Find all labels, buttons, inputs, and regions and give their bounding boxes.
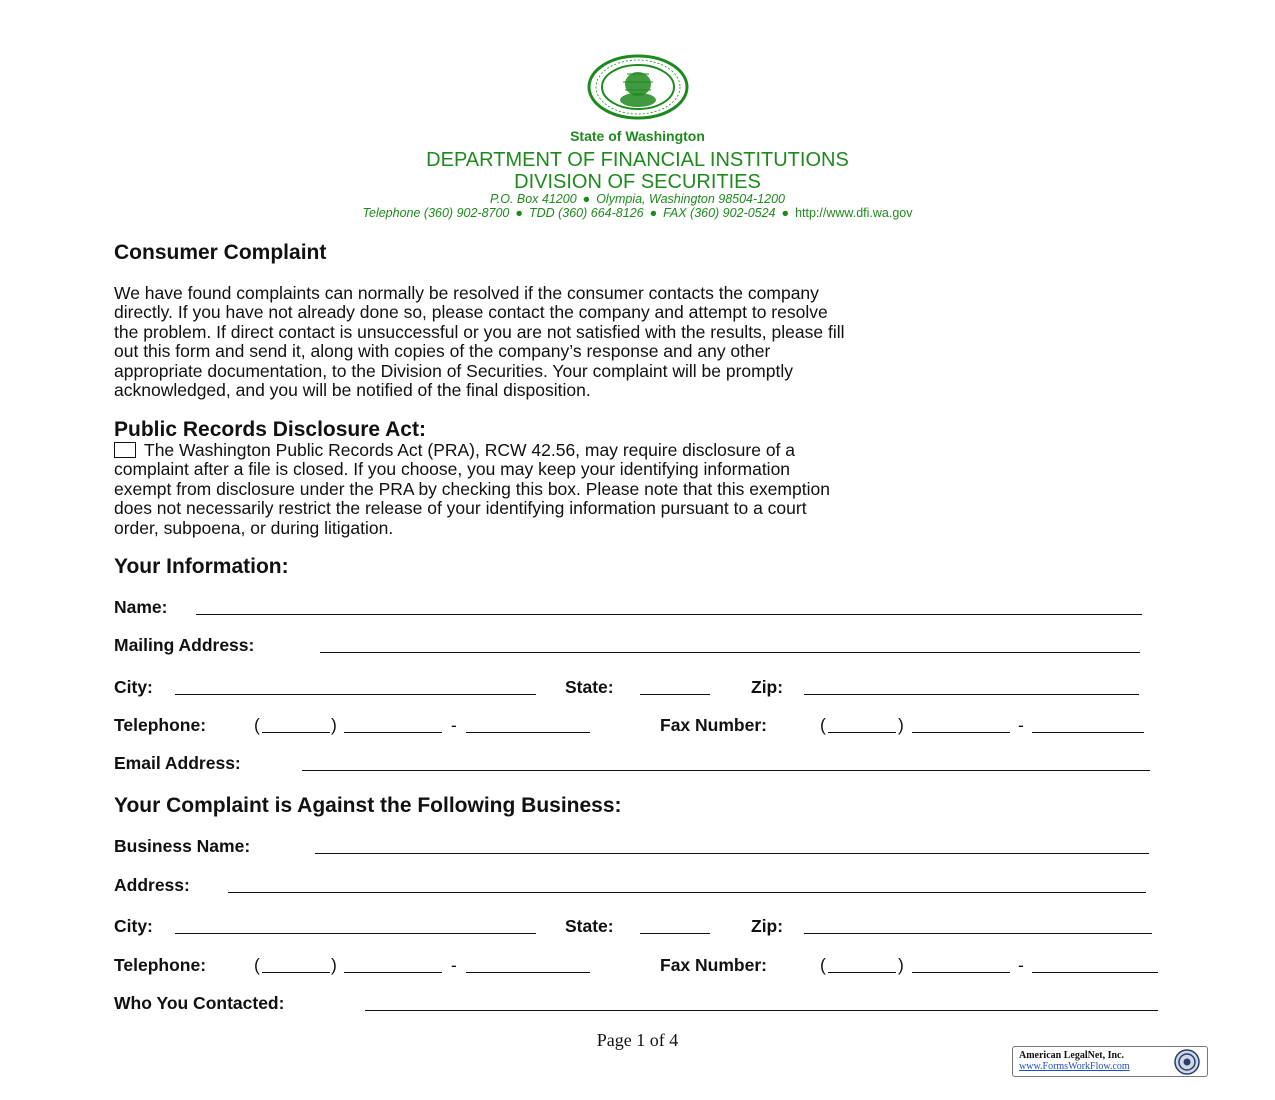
who-contacted-field[interactable] xyxy=(365,993,1158,1011)
tdd-number: TDD (360) 664-8126 xyxy=(528,206,644,220)
business-name-field[interactable] xyxy=(315,836,1149,854)
city-field[interactable] xyxy=(175,677,536,695)
area-code-open: ( xyxy=(254,955,260,975)
agency-address xyxy=(0,192,1275,220)
area-code-open: ( xyxy=(820,955,826,975)
name-label: Name: xyxy=(114,597,168,617)
intro-line: the problem. If direct contact is unsuccessful or you are not satisfied with the results, please fill xyxy=(114,321,845,342)
business-city-field[interactable] xyxy=(175,916,536,934)
agency-name xyxy=(0,149,1275,193)
website-link[interactable]: http://www.dfi.wa.gov xyxy=(795,206,913,220)
page-number: Page 1 of 4 xyxy=(596,1030,679,1050)
pra-line: does not necessarily restrict the release of your identifying information pursuant to a court xyxy=(114,498,807,519)
intro-line: directly. If you have not already done so, please contact the company and attempt to resolve xyxy=(114,302,828,323)
your-information-heading: Your Information: xyxy=(114,555,289,578)
area-code-close: ) xyxy=(898,715,904,735)
pra-line: exempt from disclosure under the PRA by checking this box. Please note that this exemption xyxy=(114,478,830,499)
intro-line: out this form and send it, along with copies of the company’s response and any other xyxy=(114,341,771,362)
telephone-label: Telephone: xyxy=(114,715,207,735)
business-state-label: State: xyxy=(565,916,614,936)
business-city-label: City: xyxy=(114,916,153,936)
zip-field[interactable] xyxy=(804,677,1139,695)
po-box: P.O. Box 41200 xyxy=(490,192,577,206)
fax-line-field[interactable] xyxy=(1032,715,1144,733)
pra-heading: Public Records Disclosure Act: xyxy=(114,418,426,441)
bullet-icon: ● xyxy=(515,206,523,220)
logo-url[interactable]: www.FormsWorkFlow.com xyxy=(1019,1061,1130,1072)
state-name: State of Washington xyxy=(570,128,705,144)
bullet-icon: ● xyxy=(582,192,591,206)
business-address-label: Address: xyxy=(114,875,190,895)
fax-prefix-field[interactable] xyxy=(912,715,1010,733)
business-zip-field[interactable] xyxy=(804,916,1152,934)
bullet-icon: ● xyxy=(649,206,658,220)
department-name: DEPARTMENT OF FINANCIAL INSTITUTIONS xyxy=(426,149,849,171)
intro-line: acknowledged, and you will be notified of the final disposition. xyxy=(114,380,591,401)
intro-line: We have found complaints can normally be resolved if the consumer contacts the company xyxy=(114,283,819,303)
area-code-close: ) xyxy=(331,955,337,975)
mailing-address-field[interactable] xyxy=(320,635,1140,653)
form-title: Consumer Complaint xyxy=(114,241,327,264)
fax-label: Fax Number: xyxy=(660,715,767,735)
area-code-open: ( xyxy=(254,715,260,735)
intro-line: appropriate documentation, to the Division of Securities. Your complaint will be promptly xyxy=(114,360,793,381)
intro-paragraph xyxy=(114,284,1164,400)
who-contacted-label: Who You Contacted: xyxy=(114,993,285,1013)
bullet-icon: ● xyxy=(781,206,790,220)
state-field[interactable] xyxy=(640,677,710,695)
phone-dash: - xyxy=(1018,955,1024,975)
phone-dash: - xyxy=(451,955,457,975)
business-fax-area-code-field[interactable] xyxy=(828,955,896,973)
globe-icon xyxy=(1169,1048,1205,1076)
business-name-label: Business Name: xyxy=(114,836,251,856)
phone-dash: - xyxy=(451,715,457,735)
business-state-field[interactable] xyxy=(640,916,710,934)
phone-dash: - xyxy=(1018,715,1024,735)
business-telephone-prefix-field[interactable] xyxy=(344,955,442,973)
pra-line: complaint after a file is closed. If you choose, you may keep your identifying information xyxy=(114,459,791,480)
email-field[interactable] xyxy=(302,753,1150,771)
business-fax-label: Fax Number: xyxy=(660,955,767,975)
business-heading: Your Complaint is Against the Following Business: xyxy=(114,794,622,817)
name-field[interactable] xyxy=(196,597,1142,615)
state-seal-icon xyxy=(587,54,689,120)
city-address: Olympia, Washington 98504-1200 xyxy=(596,192,785,206)
pra-exempt-checkbox[interactable] xyxy=(114,442,136,458)
telephone-line-field[interactable] xyxy=(466,715,590,733)
email-label: Email Address: xyxy=(114,753,241,773)
pra-line: order, subpoena, or during litigation. xyxy=(114,517,394,538)
business-fax-prefix-field[interactable] xyxy=(912,955,1010,973)
business-telephone-line-field[interactable] xyxy=(466,955,590,973)
pra-line: The Washington Public Records Act (PRA), RCW 42.56, may require disclosure of a xyxy=(144,440,796,460)
business-telephone-area-code-field[interactable] xyxy=(262,955,330,973)
city-label: City: xyxy=(114,677,153,697)
state-label: State: xyxy=(565,677,614,697)
area-code-close: ) xyxy=(898,955,904,975)
area-code-close: ) xyxy=(331,715,337,735)
publisher-logo[interactable] xyxy=(1012,1046,1208,1077)
fax-number: FAX (360) 902-0524 xyxy=(663,206,776,220)
division-name: DIVISION OF SECURITIES xyxy=(514,171,761,193)
telephone-number: Telephone (360) 902-8700 xyxy=(362,206,510,220)
telephone-prefix-field[interactable] xyxy=(344,715,442,733)
telephone-area-code-field[interactable] xyxy=(262,715,330,733)
fax-area-code-field[interactable] xyxy=(828,715,896,733)
business-address-field[interactable] xyxy=(228,875,1146,893)
business-telephone-label: Telephone: xyxy=(114,955,207,975)
area-code-open: ( xyxy=(820,715,826,735)
zip-label: Zip: xyxy=(751,677,784,697)
business-zip-label: Zip: xyxy=(751,916,784,936)
pra-paragraph xyxy=(114,441,1164,538)
mailing-address-label: Mailing Address: xyxy=(114,635,255,655)
business-fax-line-field[interactable] xyxy=(1032,955,1158,973)
logo-name: American LegalNet, Inc. xyxy=(1019,1050,1124,1061)
